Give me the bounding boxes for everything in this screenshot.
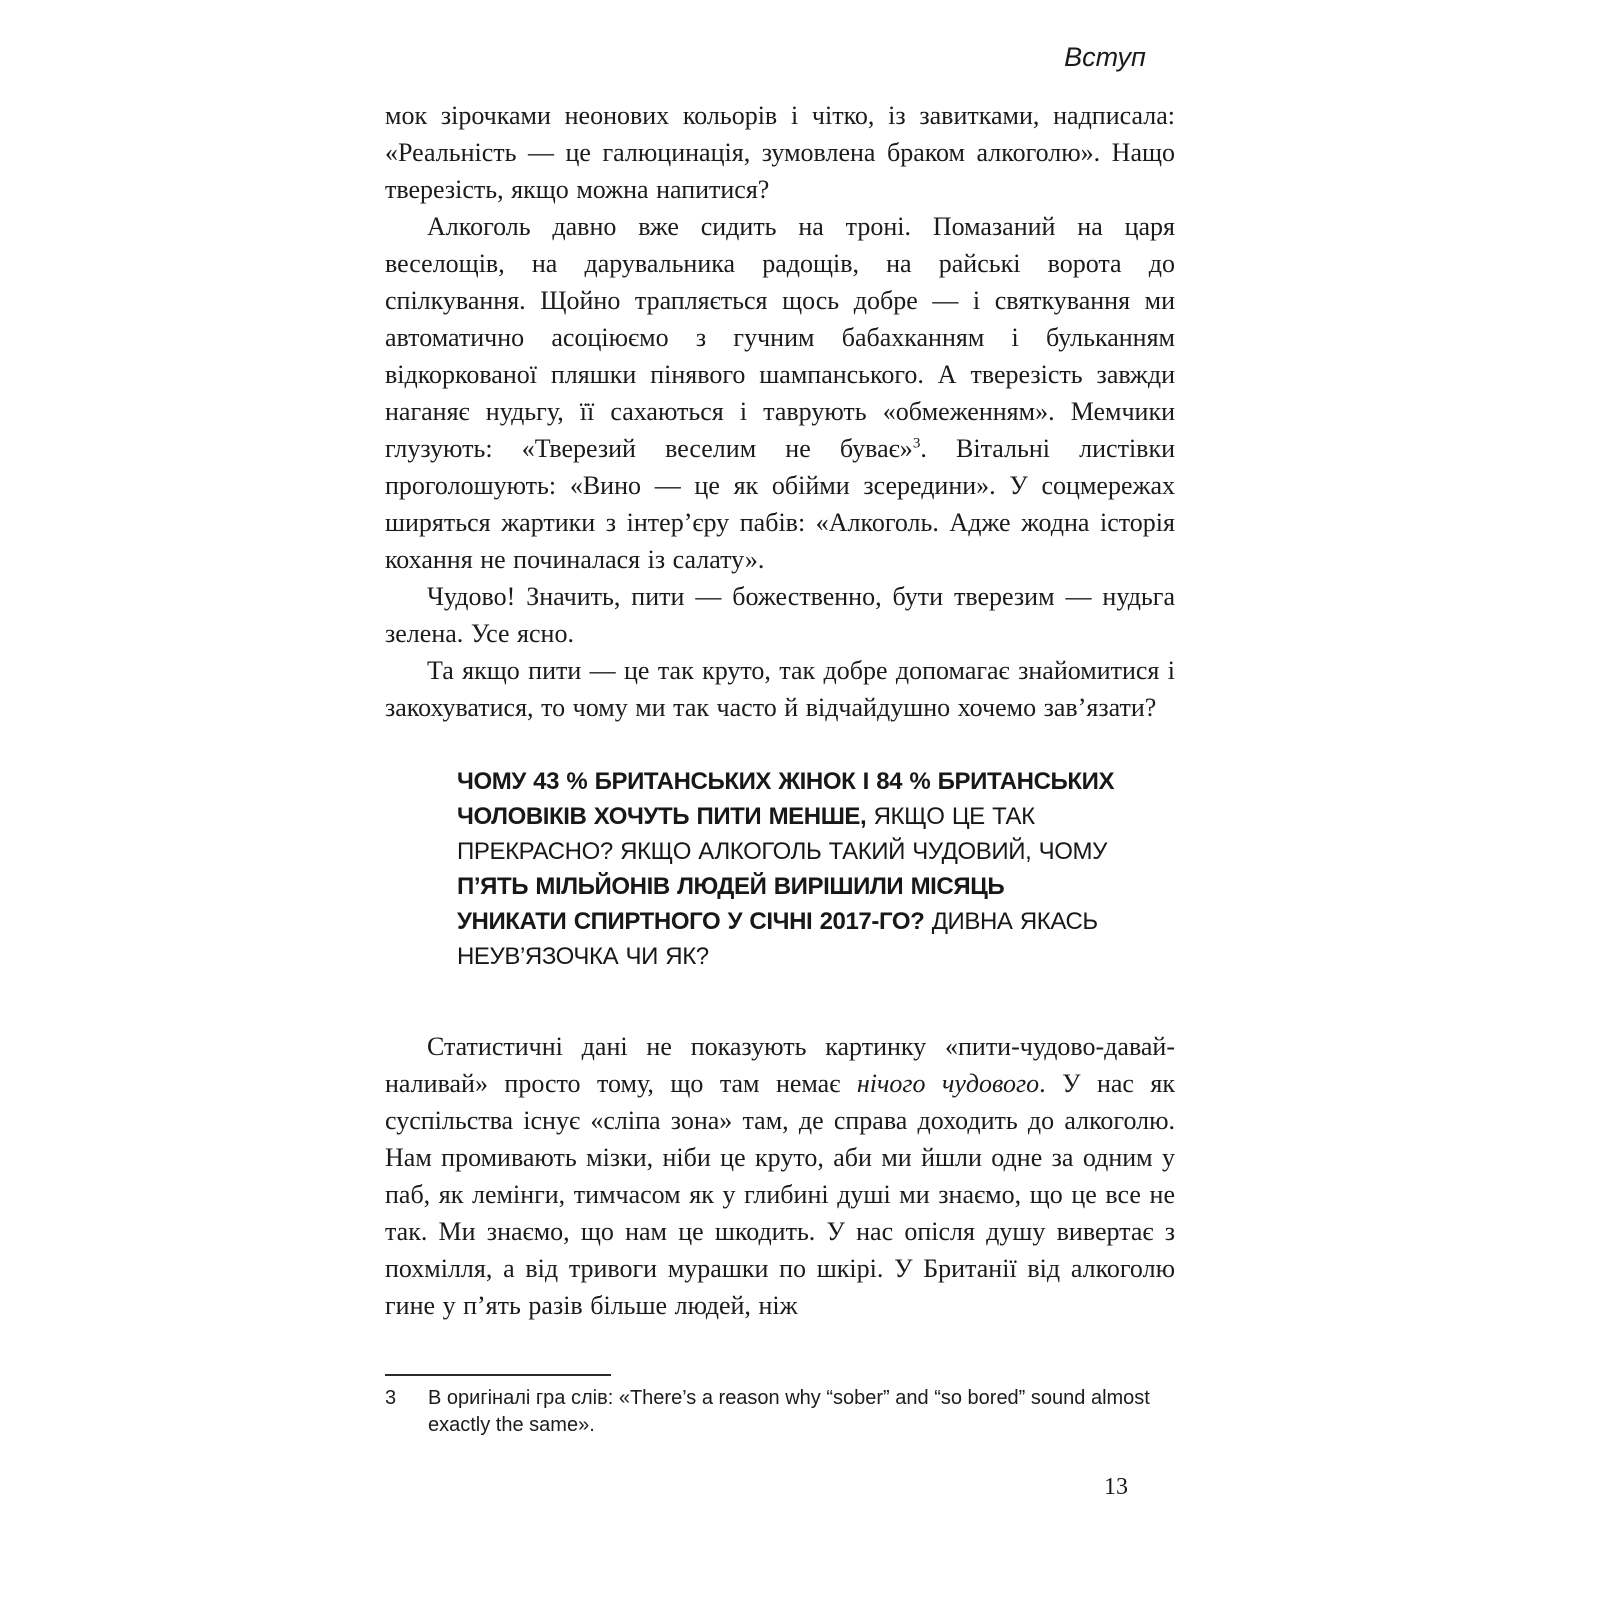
paragraph-text: Алкоголь давно вже сидить на троні. Помазаний на царя веселощів, на дарувальника радощів, на райські ворота до спілкування. Щойно трапляється щось добре — і святкування ми автоматично асоціюємо з гучним бабахканням і бульканням відкоркованої пляшки пінявого шампанського. А тверезість завжди наганяє нудьгу, її сахаються і таврують «обмеженням». Мемчики глузують: «Тверезий веселим не буває» (385, 212, 1175, 463)
emphasized-text: нічого чудового (856, 1069, 1040, 1098)
footnote-reference: 3 (912, 435, 921, 452)
footnote (385, 1385, 1167, 1439)
pull-quote (457, 764, 1117, 974)
body-text (385, 97, 1175, 1324)
paragraph-text: . Вітальні листівки проголошують: «Вино — це як обійми зсередини». У соцмережах ширяться жартики з інтер’єру пабів: «Алкоголь. Адже жодна історія кохання не починалася із салату». (385, 434, 1176, 574)
paragraph: Та якщо пити — це так круто, так добре допомагає знайомитися і закохуватися, то чому ми так часто й відчайдушно хочемо зав’язати? (385, 656, 1175, 722)
pull-quote-bold-segment: П’ЯТЬ МІЛЬЙОНІВ ЛЮДЕЙ ВИРІШИЛИ МІСЯЦЬ УНИКАТИ СПИРТНОГО У СІЧНІ 2017-ГО? (457, 873, 1005, 935)
pull-quote-bold-segment: ЧОМУ 43 % БРИТАНСЬКИХ ЖІНОК І 84 % БРИТАНСЬКИХ ЧОЛОВІКІВ ХОЧУТЬ ПИТИ МЕНШЕ, (457, 768, 1115, 830)
pull-quote-regular-segment: ЯКЩО ЦЕ ТАК ПРЕКРАСНО? ЯКЩО АЛКОГОЛЬ ТАКИЙ ЧУДОВИЙ, ЧОМУ (457, 803, 1107, 865)
paragraph (385, 1028, 1175, 1324)
paragraph-continuation: мок зірочками неонових кольорів і чітко, із завитками, надписала: «Реальність — це галюцинація, зумовлена браком алкоголю». Нащо тверезість, якщо можна напитися? (385, 101, 1175, 204)
pull-quote-regular-segment: ДИВНА ЯКАСЬ НЕУВ’ЯЗОЧКА ЧИ ЯК? (457, 908, 1098, 970)
paragraph (385, 208, 1175, 578)
paragraph: Чудово! Значить, пити — божественно, бути тверезим — нудьга зелена. Усе ясно. (385, 582, 1175, 648)
paragraph-text: Статистичні дані не показують картинку «пити-чудово-давай-наливай» просто тому, що там немає (385, 1032, 1175, 1098)
paragraph-text: . У нас як суспільства існує «сліпа зона» там, де справа доходить до алкоголю. Нам промивають мізки, ніби це круто, аби ми йшли одне за одним у паб, як лемінги, тимчасом як у глибині душі ми знаємо, що це все не так. Ми знаємо, що нам це шкодить. У нас опісля душу вивертає з похмілля, а від тривоги мурашки по шкірі. У Британії від алкоголю гине у п’ять разів більше людей, ніж (385, 1069, 1175, 1320)
running-head: Вступ (1064, 42, 1146, 72)
page-number: 13 (1104, 1474, 1128, 1500)
footnote-text: В оригіналі гра слів: «There’s a reason why “sober” and “so bored” sound almost exactly the same». (428, 1387, 1150, 1436)
footnote-area (385, 1374, 1167, 1439)
footnote-number: 3 (385, 1387, 397, 1409)
footnote-rule (385, 1374, 611, 1376)
